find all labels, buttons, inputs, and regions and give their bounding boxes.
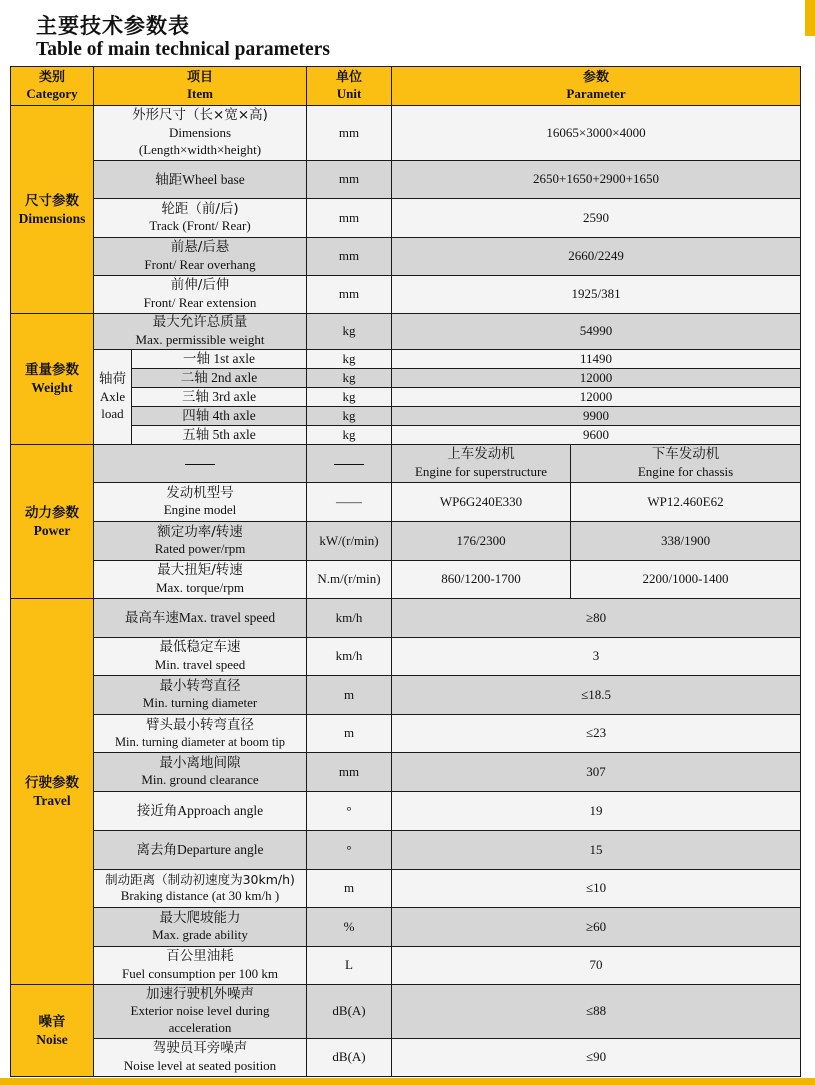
- header-unit: [307, 67, 392, 106]
- item-cell: [94, 908, 307, 947]
- item-en: Max. torque/rpm: [155, 579, 245, 595]
- table-row: [11, 985, 801, 1039]
- unit-cell: kW/(r/min): [307, 522, 392, 561]
- item-cn: 最大爬坡能力: [159, 909, 241, 926]
- item-cn: 外形尺寸（长×宽×高): [132, 107, 268, 124]
- category-cn: 噪音: [38, 1013, 66, 1029]
- value-cell: 1925/381: [392, 276, 801, 314]
- item-label: 五轴 5th axle: [182, 427, 256, 443]
- table-row: [11, 870, 801, 908]
- axle-load-cell: [94, 350, 132, 445]
- unit-cell: mm: [307, 276, 392, 314]
- engine-lower-cn: 下车发动机: [651, 446, 720, 463]
- unit-cell: km/h: [307, 638, 392, 676]
- axle-load-cn: 轴荷: [99, 371, 126, 388]
- item-cell: [132, 369, 307, 388]
- item-cn: 驾驶员耳旁噪声: [152, 1040, 248, 1057]
- header-unit-en: Unit: [336, 86, 362, 101]
- unit-cell: mm: [307, 161, 392, 199]
- header-unit-cn: 单位: [336, 69, 363, 85]
- category-en: Travel: [33, 792, 71, 808]
- table-row: [11, 831, 801, 870]
- item-cn: 最大扭矩/转速: [157, 562, 243, 579]
- value-lower-cell: 2200/1000-1400: [571, 561, 801, 599]
- title-accent-bar: [805, 0, 815, 36]
- item-cell: [94, 314, 307, 350]
- unit-cell: kg: [307, 388, 392, 407]
- table-row: [11, 638, 801, 676]
- table-row: [11, 314, 801, 350]
- header-param-cn: 参数: [583, 69, 610, 85]
- item-cell: [94, 638, 307, 676]
- category-cn: 重量参数: [25, 362, 79, 378]
- unit-cell: kg: [307, 407, 392, 426]
- item-cn: 加速行驶机外噪声: [146, 985, 254, 1002]
- item-cell: [94, 445, 307, 483]
- item-cn: 最低稳定车速: [159, 639, 241, 656]
- table-row: [11, 350, 801, 369]
- unit-cell: dB(A): [307, 1039, 392, 1077]
- unit-cell: [307, 445, 392, 483]
- unit-cell: mm: [307, 238, 392, 276]
- item-cell: [94, 1039, 307, 1077]
- item-cn: 百公里油耗: [166, 948, 234, 965]
- value-cell: 2590: [392, 199, 801, 238]
- unit-cell: m: [307, 870, 392, 908]
- header-category-cn: 类别: [38, 69, 65, 85]
- table-row: [11, 483, 801, 522]
- value-cell: ≤23: [392, 715, 801, 753]
- item-en: Rated power/rpm: [154, 541, 246, 557]
- item-cell: [132, 388, 307, 407]
- item-en: Max. permissible weight: [135, 331, 265, 347]
- value-cell: 11490: [392, 350, 801, 369]
- header-category-en: Category: [26, 86, 78, 101]
- value-cell: 307: [392, 753, 801, 792]
- value-cell: 12000: [392, 388, 801, 407]
- table-row: [11, 676, 801, 715]
- item-cell: [94, 753, 307, 792]
- unit-cell: °: [307, 792, 392, 831]
- item-cell: [94, 238, 307, 276]
- table-row: [11, 908, 801, 947]
- item-en: Min. turning diameter at boom tip: [114, 735, 286, 750]
- category-cn: 尺寸参数: [25, 192, 79, 208]
- engine-upper-en: Engine for superstructure: [414, 463, 548, 479]
- item-cell: [132, 426, 307, 445]
- value-cell: 16065×3000×4000: [392, 106, 801, 161]
- item-en: Min. travel speed: [154, 656, 246, 672]
- header-parameter: [392, 67, 801, 106]
- value-cell: 9600: [392, 426, 801, 445]
- category-power: [11, 445, 94, 599]
- table-row: [11, 445, 801, 483]
- header-item-en: Item: [187, 86, 213, 101]
- item-cell: [94, 561, 307, 599]
- table-row: [11, 238, 801, 276]
- item-cn: 轮距（前/后): [161, 200, 239, 217]
- item-cn: 最小转弯直径: [159, 677, 241, 694]
- dash-mark: [185, 464, 215, 465]
- axle-load-en: Axle: [99, 388, 126, 404]
- engine-lower-en: Engine for chassis: [637, 463, 734, 479]
- value-lower-cell: 338/1900: [571, 522, 801, 561]
- unit-cell: kg: [307, 426, 392, 445]
- item-cell: [94, 106, 307, 161]
- item-cell: [94, 831, 307, 870]
- unit-cell: kg: [307, 350, 392, 369]
- category-weight: [11, 314, 94, 445]
- unit-cell: ——: [307, 483, 392, 522]
- item-en: Min. ground clearance: [141, 772, 259, 788]
- item-en: Engine model: [163, 502, 237, 518]
- item-label: 接近角Approach angle: [136, 803, 264, 819]
- item-label: 三轴 3rd axle: [181, 389, 257, 405]
- category-cn: 行驶参数: [25, 774, 79, 790]
- value-cell: 12000: [392, 369, 801, 388]
- item-en: Track (Front/ Rear): [149, 218, 251, 234]
- table-row: [11, 753, 801, 792]
- category-en: Power: [33, 522, 71, 538]
- item-cn: 前伸/后伸: [170, 277, 230, 294]
- table-row: [11, 599, 801, 638]
- table-row: [11, 792, 801, 831]
- value-cell: 9900: [392, 407, 801, 426]
- engine-lower-header: [571, 445, 801, 483]
- item-en: Noise level at seated position: [123, 1057, 277, 1073]
- header-category: [11, 67, 94, 106]
- category-cn: 动力参数: [25, 504, 79, 520]
- unit-cell: mm: [307, 106, 392, 161]
- value-cell: ≤18.5: [392, 676, 801, 715]
- header-item: [94, 67, 307, 106]
- item-en: Max. grade ability: [152, 927, 248, 943]
- item-en: Front/ Rear extension: [143, 294, 257, 310]
- unit-cell: kg: [307, 369, 392, 388]
- header-param-en: Parameter: [566, 86, 626, 101]
- category-en: Weight: [31, 380, 73, 395]
- item-cell: [94, 522, 307, 561]
- unit-cell: kg: [307, 314, 392, 350]
- axle-load-en-2: load: [101, 405, 124, 421]
- item-label: 四轴 4th axle: [182, 408, 256, 424]
- item-en: Fuel consumption per 100 km: [122, 965, 278, 981]
- value-cell: 3: [392, 638, 801, 676]
- parameters-table: [10, 66, 801, 1077]
- item-en: Dimensions: [168, 124, 232, 140]
- table-row: [11, 106, 801, 161]
- value-cell: ≤88: [392, 985, 801, 1039]
- table-row: [11, 276, 801, 314]
- item-cell: [94, 199, 307, 238]
- category-en: Dimensions: [18, 210, 86, 226]
- unit-cell: mm: [307, 199, 392, 238]
- unit-cell: N.m/(r/min): [307, 561, 392, 599]
- unit-cell: dB(A): [307, 985, 392, 1039]
- table-row: [11, 715, 801, 753]
- category-dimensions: [11, 106, 94, 314]
- unit-cell: m: [307, 715, 392, 753]
- item-cn: 额定功率/转速: [157, 523, 243, 540]
- item-label: 一轴 1st axle: [183, 351, 255, 367]
- value-cell: 54990: [392, 314, 801, 350]
- item-cell: [94, 276, 307, 314]
- item-cn: 前悬/后悬: [170, 239, 230, 256]
- table-row: [11, 1039, 801, 1077]
- item-en: Braking distance (at 30 km/h ): [120, 888, 280, 904]
- table-row: [11, 561, 801, 599]
- table-row: [11, 947, 801, 985]
- item-label: 最高车速Max. travel speed: [124, 610, 276, 626]
- item-label: 轴距Wheel base: [155, 171, 245, 187]
- value-upper-cell: WP6G240E330: [392, 483, 571, 522]
- item-en: Exterior noise level during: [130, 1003, 270, 1019]
- item-en-2: acceleration: [168, 1020, 232, 1036]
- value-lower-cell: WP12.460E62: [571, 483, 801, 522]
- value-cell: ≥80: [392, 599, 801, 638]
- item-cn: 发动机型号: [166, 484, 234, 501]
- item-cn: 最小离地间隙: [159, 754, 241, 771]
- item-cell: [132, 350, 307, 369]
- item-cell: [94, 161, 307, 199]
- value-upper-cell: 860/1200-1700: [392, 561, 571, 599]
- value-upper-cell: 176/2300: [392, 522, 571, 561]
- page-title-cn: 主要技术参数表: [36, 14, 190, 38]
- value-cell: 2660/2249: [392, 238, 801, 276]
- item-label: 二轴 2nd axle: [180, 370, 258, 386]
- item-en: Min. turning diameter: [142, 695, 258, 711]
- item-cell: [94, 985, 307, 1039]
- engine-upper-header: [392, 445, 571, 483]
- value-cell: 15: [392, 831, 801, 870]
- dash-mark: [334, 464, 364, 465]
- item-cell: [94, 715, 307, 753]
- category-travel: [11, 599, 94, 985]
- table-row: [11, 522, 801, 561]
- item-cell: [94, 870, 307, 908]
- category-noise: [11, 985, 94, 1077]
- unit-cell: L: [307, 947, 392, 985]
- value-cell: 70: [392, 947, 801, 985]
- bottom-accent-bar: [0, 1078, 815, 1085]
- item-cn: 制动距离（制动初速度为30km/h): [105, 871, 295, 887]
- unit-cell: mm: [307, 753, 392, 792]
- header-item-cn: 项目: [187, 69, 214, 85]
- value-cell: 2650+1650+2900+1650: [392, 161, 801, 199]
- item-cell: [94, 483, 307, 522]
- engine-upper-cn: 上车发动机: [447, 446, 515, 463]
- table-row: [11, 161, 801, 199]
- item-cell: [94, 947, 307, 985]
- item-cell: [94, 792, 307, 831]
- unit-cell: km/h: [307, 599, 392, 638]
- item-en-2: (Length×width×height): [138, 141, 262, 157]
- category-en: Noise: [36, 1031, 68, 1047]
- table-header-row: [11, 67, 801, 106]
- unit-cell: °: [307, 831, 392, 870]
- table-row: [11, 199, 801, 238]
- unit-cell: m: [307, 676, 392, 715]
- value-cell: ≤10: [392, 870, 801, 908]
- unit-cell: %: [307, 908, 392, 947]
- item-cell: [94, 676, 307, 715]
- value-cell: 19: [392, 792, 801, 831]
- value-cell: ≤90: [392, 1039, 801, 1077]
- item-cn: 臂头最小转弯直径: [146, 716, 254, 733]
- item-cell: [132, 407, 307, 426]
- item-cn: 最大允许总质量: [152, 314, 248, 331]
- page-title-en: Table of main technical parameters: [36, 39, 330, 60]
- item-label: 离去角Departure angle: [136, 842, 264, 858]
- item-cell: [94, 599, 307, 638]
- value-cell: ≥60: [392, 908, 801, 947]
- item-en: Front/ Rear overhang: [144, 256, 256, 272]
